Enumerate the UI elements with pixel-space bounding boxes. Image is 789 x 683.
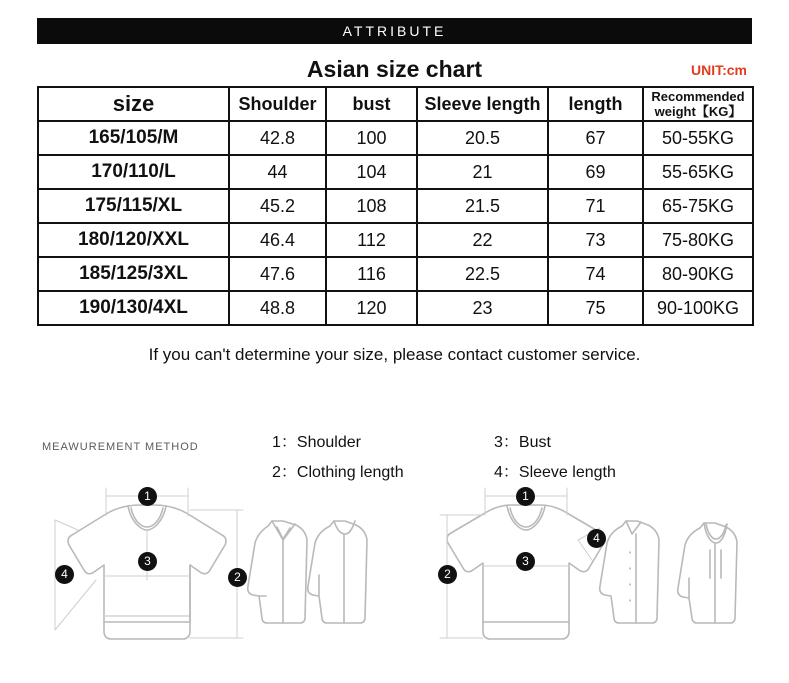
cell-bust: 112 [326,223,417,257]
measurement-method-section [0,400,789,683]
cell-shoulder: 47.6 [229,257,326,291]
badge-2-left: 2 [228,568,247,587]
table-row [38,291,753,325]
badge-3-left: 3 [138,552,157,571]
size-chart-table [37,86,754,326]
cell-sleeve-length: 21.5 [417,189,548,223]
cell-size: 175/115/XL [38,189,229,223]
cell-shoulder: 48.8 [229,291,326,325]
badge-2-right: 2 [438,565,457,584]
cell-shoulder: 45.2 [229,189,326,223]
table-row [38,257,753,291]
button-shirt-diagram [600,521,659,623]
cell-sleeve-length: 22 [417,223,548,257]
cell-bust: 100 [326,121,417,155]
badge-4-left: 4 [55,565,74,584]
table-row [38,189,753,223]
cell-bust: 116 [326,257,417,291]
cell-sleeve-length: 22.5 [417,257,548,291]
cell-bust: 104 [326,155,417,189]
badge-4-right: 4 [587,529,606,548]
attribute-header-bar [37,18,752,44]
legend-item-clothing-length: 2：Clothing length [272,464,404,481]
cell-size: 185/125/3XL [38,257,229,291]
column-header-sleeve-length: Sleeve length [417,87,548,121]
cell-size: 165/105/M [38,121,229,155]
cell-bust: 108 [326,189,417,223]
cell-size: 190/130/4XL [38,291,229,325]
cell-bust: 120 [326,291,417,325]
cell-sleeve-length: 20.5 [417,121,548,155]
cell-recommended-weight: 55-65KG [643,155,753,189]
badge-1-right: 1 [516,487,535,506]
hoodie-diagram [678,523,737,623]
legend-item-shoulder: 1：Shoulder [272,434,361,451]
cell-size: 170/110/L [38,155,229,189]
column-header-shoulder: Shoulder [229,87,326,121]
table-row [38,223,753,257]
short-sleeve-diagram [447,505,605,639]
cell-size: 180/120/XXL [38,223,229,257]
table-row [38,155,753,189]
cell-length: 69 [548,155,643,189]
cell-sleeve-length: 21 [417,155,548,189]
unit-label: UNIT:cm [690,62,747,78]
cell-recommended-weight: 80-90KG [643,257,753,291]
zip-jacket-diagram [308,521,367,623]
table-row [38,121,753,155]
blazer-diagram [248,521,307,683]
cell-recommended-weight: 65-75KG [643,189,753,223]
cell-shoulder: 42.8 [229,121,326,155]
badge-1-left: 1 [138,487,157,506]
cell-length: 74 [548,257,643,291]
cell-recommended-weight: 75-80KG [643,223,753,257]
cell-length: 75 [548,291,643,325]
legend-item-sleeve-length: 4：Sleeve length [494,464,616,481]
column-header-length: length [548,87,643,121]
badge-3-right: 3 [516,552,535,571]
cell-recommended-weight: 90-100KG [643,291,753,325]
cell-recommended-weight: 50-55KG [643,121,753,155]
cell-length: 67 [548,121,643,155]
cell-sleeve-length: 23 [417,291,548,325]
cell-shoulder: 46.4 [229,223,326,257]
attribute-label: ATTRIBUTE [342,23,447,39]
cell-length: 71 [548,189,643,223]
column-header-size: size [38,87,229,121]
garment-diagrams [0,400,789,683]
measurement-method-label: MEAWUREMENT METHOD [42,441,199,453]
column-header-recommended-weight: Recommended weight【KG】 [643,87,753,121]
customer-service-note: If you can't determine your size, please contact customer service. [148,345,641,364]
column-header-bust: bust [326,87,417,121]
cell-length: 73 [548,223,643,257]
legend-item-bust: 3：Bust [494,434,551,451]
table-header-row [38,87,753,121]
cell-shoulder: 44 [229,155,326,189]
page-title: Asian size chart [306,56,483,82]
